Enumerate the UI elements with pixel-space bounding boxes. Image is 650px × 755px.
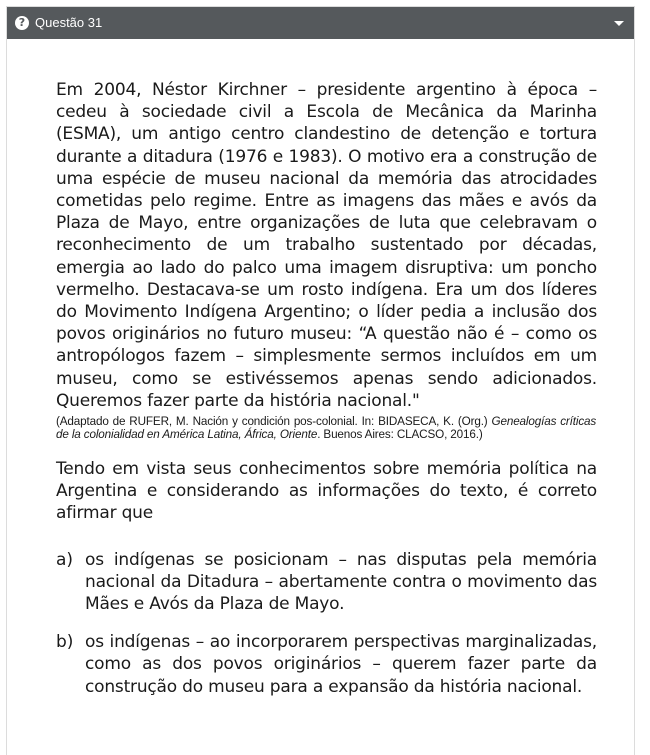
citation <box>56 415 596 441</box>
alternative-text: os indígenas – ao incorporarem perspectivas marginalizadas, como as dos povos originários – querem fazer parte da construção do museu para a expansão da história nacional. <box>85 632 597 697</box>
question-stem: Tendo em vista seus conhecimentos sobre memória política na Argentina e considerando as informações do texto, é correto afirmar que <box>56 459 597 524</box>
alternative-b[interactable] <box>56 631 597 698</box>
citation-title: Genealogías críticas de la colonialidad en América Latina, África, Oriente <box>56 414 597 442</box>
alternative-text: os indígenas se posicionam – nas disputas pela memória nacional da Ditadura – abertamente contra o movimento das Mães e Avós da Plaza de Mayo. <box>85 549 597 615</box>
help-circle-icon: ? <box>15 16 29 30</box>
alternative-letter: a) <box>56 549 74 570</box>
question-title: Questão 31 <box>35 15 103 30</box>
citation-part-1: (Adaptado de RUFER, M. Nación y condición pos-colonial. In: BIDASECA, K. (Org.) <box>56 414 492 429</box>
alternative-letter: b) <box>56 632 74 653</box>
question-header[interactable] <box>7 7 634 39</box>
question-text: Em 2004, Néstor Kirchner – presidente argentino à época – cedeu à sociedade civil a Escola de Mecânica da Marinha (ESMA), um antigo centro clandestino de detenção e tortura durante a ditadura (1976 e 1983). O motivo era a construção de uma espécie de museu nacional da memória das atrocidades cometidas pelo regime. Entre as imagens das mães e avós da Plaza de Mayo, entre organizações de luta que celebravam o reconhecimento de um trabalho sustentado por décadas, emergia ao lado do palco uma imagem disruptiva: um poncho vermelho. Destacava-se um rosto indígena. Era um dos líderes do Movimento Indígena Argentino; o líder pedia a inclusão dos povos originários no futuro museu: “A questão não é – como os antropólogos fazem – simplesmente sermos incluídos em um museu, como se estivéssemos apenas sendo adicionados. Queremos fazer parte da história nacional." <box>56 80 597 411</box>
caret-down-icon[interactable] <box>614 21 624 26</box>
alternatives-list <box>56 549 597 698</box>
question-body <box>7 39 634 698</box>
alternative-a[interactable] <box>56 549 597 616</box>
citation-part-2: . Buenos Aires: CLACSO, 2016.) <box>317 427 483 442</box>
question-panel <box>6 6 635 755</box>
